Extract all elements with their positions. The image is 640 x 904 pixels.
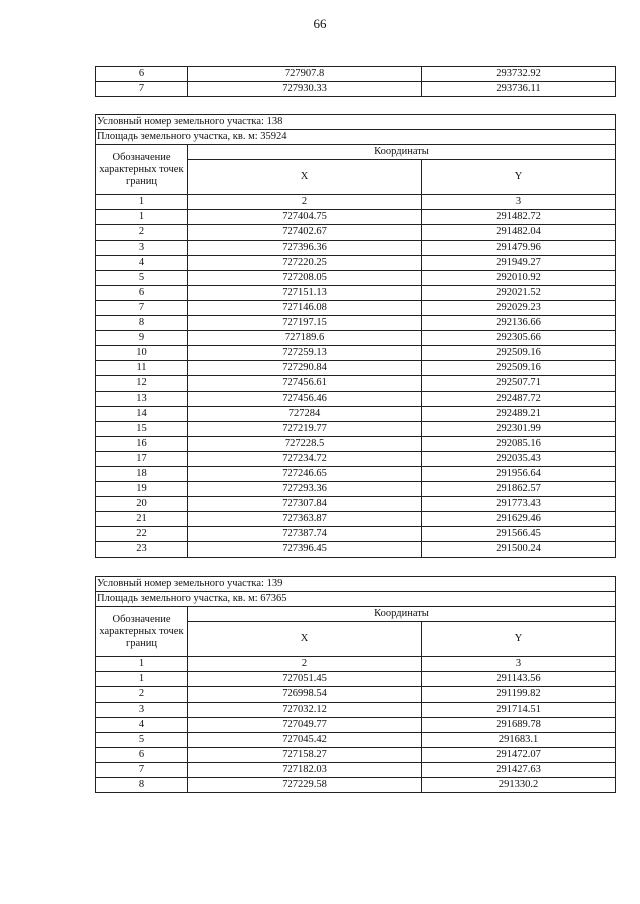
point-id-cell: 14: [96, 406, 188, 421]
y-coordinate-cell: 291482.04: [422, 225, 616, 240]
x-coordinate-cell: 727456.61: [188, 376, 422, 391]
point-id-cell: 7: [96, 762, 188, 777]
x-coordinate-cell: 727404.75: [188, 210, 422, 225]
y-coordinate-cell: 293732.92: [422, 67, 616, 82]
point-id-cell: 1: [96, 672, 188, 687]
x-column-header: X: [188, 160, 422, 195]
continuation-rows: [96, 67, 616, 97]
column-number: 1: [96, 195, 188, 210]
point-id-cell: 2: [96, 225, 188, 240]
point-id-cell: 4: [96, 255, 188, 270]
point-id-cell: 17: [96, 451, 188, 466]
table-row: [96, 717, 616, 732]
point-id-cell: 5: [96, 270, 188, 285]
column-number: 3: [422, 195, 616, 210]
x-coordinate-cell: 727219.77: [188, 421, 422, 436]
table-row: [96, 285, 616, 300]
table-row: [96, 210, 616, 225]
x-coordinate-cell: 727208.05: [188, 270, 422, 285]
y-coordinate-cell: 292509.16: [422, 361, 616, 376]
x-coordinate-cell: 727151.13: [188, 285, 422, 300]
table-row: [96, 67, 616, 82]
parcel-table-138: [95, 114, 616, 558]
point-id-cell: 3: [96, 240, 188, 255]
point-id-cell: 2: [96, 687, 188, 702]
y-coordinate-cell: 292029.23: [422, 300, 616, 315]
y-coordinate-cell: 291479.96: [422, 240, 616, 255]
point-id-cell: 16: [96, 436, 188, 451]
y-coordinate-cell: 292489.21: [422, 406, 616, 421]
table-row: [96, 451, 616, 466]
x-coordinate-cell: 727907.8: [188, 67, 422, 82]
y-column-header: Y: [422, 622, 616, 657]
y-coordinate-cell: 292305.66: [422, 331, 616, 346]
y-coordinate-cell: 291482.72: [422, 210, 616, 225]
x-coordinate-cell: 727158.27: [188, 747, 422, 762]
table-row: [96, 732, 616, 747]
x-coordinate-cell: 727387.74: [188, 527, 422, 542]
table-row: [96, 436, 616, 451]
point-id-cell: 10: [96, 346, 188, 361]
x-coordinate-cell: 727049.77: [188, 717, 422, 732]
y-coordinate-cell: 293736.11: [422, 82, 616, 97]
x-coordinate-cell: 727228.5: [188, 436, 422, 451]
point-id-cell: 20: [96, 497, 188, 512]
table-row: [96, 702, 616, 717]
y-coordinate-cell: 291949.27: [422, 255, 616, 270]
point-id-cell: 9: [96, 331, 188, 346]
y-coordinate-cell: 291689.78: [422, 717, 616, 732]
table-row: [96, 466, 616, 481]
y-coordinate-cell: 292509.16: [422, 346, 616, 361]
x-coordinate-cell: 727396.45: [188, 542, 422, 557]
x-coordinate-cell: 727363.87: [188, 512, 422, 527]
point-id-cell: 22: [96, 527, 188, 542]
point-column-header: Обозначение характерных точек границ: [96, 145, 188, 195]
x-coordinate-cell: 727189.6: [188, 331, 422, 346]
y-coordinate-cell: 292010.92: [422, 270, 616, 285]
y-coordinate-cell: 291862.57: [422, 482, 616, 497]
table-row: [96, 270, 616, 285]
x-coordinate-cell: 727182.03: [188, 762, 422, 777]
point-id-cell: 4: [96, 717, 188, 732]
y-column-header: Y: [422, 160, 616, 195]
y-coordinate-cell: 292085.16: [422, 436, 616, 451]
y-coordinate-cell: 291566.45: [422, 527, 616, 542]
x-coordinate-cell: 727051.45: [188, 672, 422, 687]
y-coordinate-cell: 292507.71: [422, 376, 616, 391]
coordinates-header: Координаты: [188, 607, 616, 622]
y-coordinate-cell: 291500.24: [422, 542, 616, 557]
x-coordinate-cell: 727456.46: [188, 391, 422, 406]
point-id-cell: 6: [96, 747, 188, 762]
table-row: [96, 762, 616, 777]
y-coordinate-cell: 292301.99: [422, 421, 616, 436]
x-coordinate-cell: 727045.42: [188, 732, 422, 747]
y-coordinate-cell: 292021.52: [422, 285, 616, 300]
table-row: [96, 225, 616, 240]
y-coordinate-cell: 291472.07: [422, 747, 616, 762]
point-id-cell: 13: [96, 391, 188, 406]
y-coordinate-cell: 291143.56: [422, 672, 616, 687]
y-coordinate-cell: 291683.1: [422, 732, 616, 747]
table-row: [96, 542, 616, 557]
point-id-cell: 15: [96, 421, 188, 436]
table-row: [96, 512, 616, 527]
y-coordinate-cell: 291199.82: [422, 687, 616, 702]
point-column-header: Обозначение характерных точек границ: [96, 607, 188, 657]
table-row: [96, 406, 616, 421]
point-id-cell: 8: [96, 778, 188, 793]
point-id-cell: 8: [96, 316, 188, 331]
column-number: 1: [96, 657, 188, 672]
x-coordinate-cell: 727930.33: [188, 82, 422, 97]
x-coordinate-cell: 727293.36: [188, 482, 422, 497]
table-row: [96, 687, 616, 702]
point-id-cell: 11: [96, 361, 188, 376]
x-coordinate-cell: 727146.08: [188, 300, 422, 315]
parcel-area-label: Площадь земельного участка, кв. м: 67365: [96, 592, 616, 607]
x-coordinate-cell: 727220.25: [188, 255, 422, 270]
table-row: [96, 361, 616, 376]
table-row: [96, 316, 616, 331]
x-column-header: X: [188, 622, 422, 657]
x-coordinate-cell: 727259.13: [188, 346, 422, 361]
table-row: [96, 482, 616, 497]
point-id-cell: 3: [96, 702, 188, 717]
x-coordinate-cell: 727229.58: [188, 778, 422, 793]
table-row: [96, 672, 616, 687]
x-coordinate-cell: 727032.12: [188, 702, 422, 717]
parcel-rows: [96, 672, 616, 793]
coordinates-header: Координаты: [188, 145, 616, 160]
point-id-cell: 23: [96, 542, 188, 557]
point-id-cell: 21: [96, 512, 188, 527]
table-row: [96, 527, 616, 542]
parcel-rows: [96, 210, 616, 557]
x-coordinate-cell: 727396.36: [188, 240, 422, 255]
point-id-cell: 1: [96, 210, 188, 225]
column-number: 2: [188, 657, 422, 672]
parcel-id-label: Условный номер земельного участка: 138: [96, 115, 616, 130]
x-coordinate-cell: 726998.54: [188, 687, 422, 702]
y-coordinate-cell: 291773.43: [422, 497, 616, 512]
column-number: 3: [422, 657, 616, 672]
y-coordinate-cell: 291330.2: [422, 778, 616, 793]
y-coordinate-cell: 292136.66: [422, 316, 616, 331]
point-id-cell: 6: [96, 67, 188, 82]
x-coordinate-cell: 727284: [188, 406, 422, 421]
continuation-table: [95, 66, 616, 97]
point-id-cell: 5: [96, 732, 188, 747]
point-id-cell: 6: [96, 285, 188, 300]
table-row: [96, 421, 616, 436]
point-id-cell: 12: [96, 376, 188, 391]
x-coordinate-cell: 727290.84: [188, 361, 422, 376]
y-coordinate-cell: 291714.51: [422, 702, 616, 717]
point-id-cell: 7: [96, 82, 188, 97]
table-row: [96, 747, 616, 762]
page-number: 66: [313, 16, 327, 31]
table-row: [96, 391, 616, 406]
y-coordinate-cell: 292487.72: [422, 391, 616, 406]
y-coordinate-cell: 292035.43: [422, 451, 616, 466]
x-coordinate-cell: 727234.72: [188, 451, 422, 466]
y-coordinate-cell: 291629.46: [422, 512, 616, 527]
table-row: [96, 82, 616, 97]
parcel-area-label: Площадь земельного участка, кв. м: 35924: [96, 130, 616, 145]
y-coordinate-cell: 291427.63: [422, 762, 616, 777]
column-number: 2: [188, 195, 422, 210]
x-coordinate-cell: 727246.65: [188, 466, 422, 481]
table-row: [96, 331, 616, 346]
table-row: [96, 240, 616, 255]
y-coordinate-cell: 291956.64: [422, 466, 616, 481]
x-coordinate-cell: 727402.67: [188, 225, 422, 240]
point-id-cell: 7: [96, 300, 188, 315]
x-coordinate-cell: 727197.15: [188, 316, 422, 331]
table-row: [96, 255, 616, 270]
table-row: [96, 778, 616, 793]
point-id-cell: 19: [96, 482, 188, 497]
table-row: [96, 346, 616, 361]
table-row: [96, 376, 616, 391]
parcel-table-139: [95, 576, 616, 793]
x-coordinate-cell: 727307.84: [188, 497, 422, 512]
parcel-id-label: Условный номер земельного участка: 139: [96, 577, 616, 592]
table-row: [96, 300, 616, 315]
table-row: [96, 497, 616, 512]
point-id-cell: 18: [96, 466, 188, 481]
